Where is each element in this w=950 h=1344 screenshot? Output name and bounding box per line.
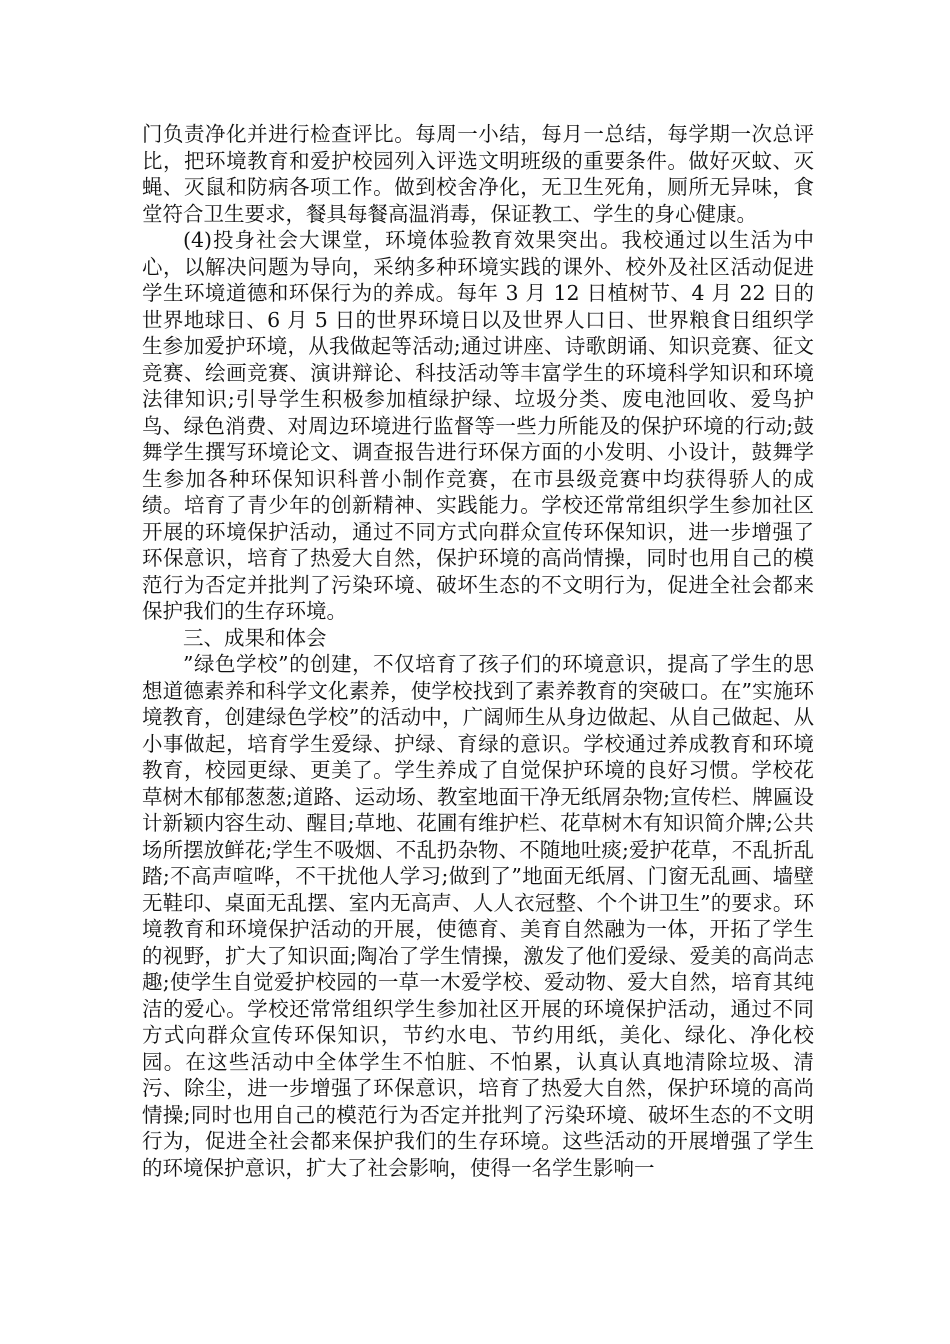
paragraph-sanitation-inspection: 门负责净化并进行检查评比。每周一小结，每月一总结，每学期一次总评比，把环境教育和爱护校园列入评选文明班级的重要条件。做好灭蚊、灭蝇、灭鼠和防病各项工作。做到校舍净化，无卫生死角，厕所无异味，食堂符合卫生要求，餐具每餐高温消毒，保证教工、学生的身心健康。 — [142, 122, 814, 226]
paragraph-green-school: ”绿色学校”的创建，不仅培育了孩子们的环境意识，提高了学生的思想道德素养和科学文化素养，使学校找到了素养教育的突破口。在”实施环境教育，创建绿色学校”的活动中，广阔师生从身边做起、从自己做起、从小事做起，培育学生爱绿、护绿、育绿的意识。学校通过养成教育和环境教育，校园更绿、更美了。学生养成了自觉保护环境的良好习惯。学校花草树木郁郁葱葱;道路、运动场、教室地面干净无纸屑杂物;宣传栏、牌匾设计新颖内容生动、醒目;草地、花圃有维护栏、花草树木有知识简介牌;公共场所摆放鲜花;学生不吸烟、不乱扔杂物、不随地吐痰;爱护花草，不乱折乱踏;不高声喧哗，不干扰他人学习;做到了”地面无纸屑、门窗无乱画、墙壁无鞋印、桌面无乱摆、室内无高声、人人衣冠整、个个讲卫生”的要求。环境教育和环境保护活动的开展，使德育、美育自然融为一体，开拓了学生的视野，扩大了知识面;陶冶了学生情操，激发了他们爱绿、爱美的高尚志趣;使学生自觉爱护校园的一草一木爱学校、爱动物、爱大自然，培育其纯洁的爱心。学校还常常组织学生参加社区开展的环境保护活动，通过不同方式向群众宣传环保知识，节约水电、节约用纸，美化、绿化、净化校园。在这些活动中全体学生不怕脏、不怕累，认真认真地清除垃圾、清污、除尘，进一步增强了环保意识，培育了热爱大自然，保护环境的高尚情操;同时也用自己的模范行为否定并批判了污染环境、破坏生态的不文明行为，促进全社会都来保护我们的生存环境。这些活动的开展增强了学生的环境保护意识，扩大了社会影响，使得一名学生影响一 — [142, 652, 814, 1180]
paragraph-social-classroom: (4)投身社会大课堂，环境体验教育效果突出。我校通过以生活为中心，以解决问题为导向，采纳多种环境实践的课外、校外及社区活动促进学生环境道德和环保行为的养成。每年 3 月 12 日植树节、4 月 22 日的世界地球日、6 月 5 日的世界环境日以及世界人口日、世界粮食日组织学生参加爱护环境，从我做起等活动;通过讲座、诗歌朗诵、知识竞赛、征文竞赛、绘画竞赛、演讲辩论、科技活动等丰富学生的环境科学知识和环境法律知识;引导学生积极参加植绿护绿、垃圾分类、废电池回收、爱鸟护鸟、绿色消费、对周边环境进行监督等一些力所能及的保护环境的行动;鼓舞学生撰写环境论文、调查报告进行环保方面的小发明、小设计，鼓舞学生参加各种环保知识科普小制作竞赛，在市县级竞赛中均获得骄人的成绩。培育了青少年的创新精神、实践能力。学校还常常组织学生参加社区开展的环境保护活动，通过不同方式向群众宣传环保知识，进一步增强了环保意识，培育了热爱大自然，保护环境的高尚情操，同时也用自己的模范行为否定并批判了污染环境、破坏生态的不文明行为，促进全社会都来保护我们的生存环境。 — [142, 228, 814, 623]
document-body — [142, 121, 814, 1181]
section-heading-results: 三、成果和体会 — [183, 625, 327, 650]
